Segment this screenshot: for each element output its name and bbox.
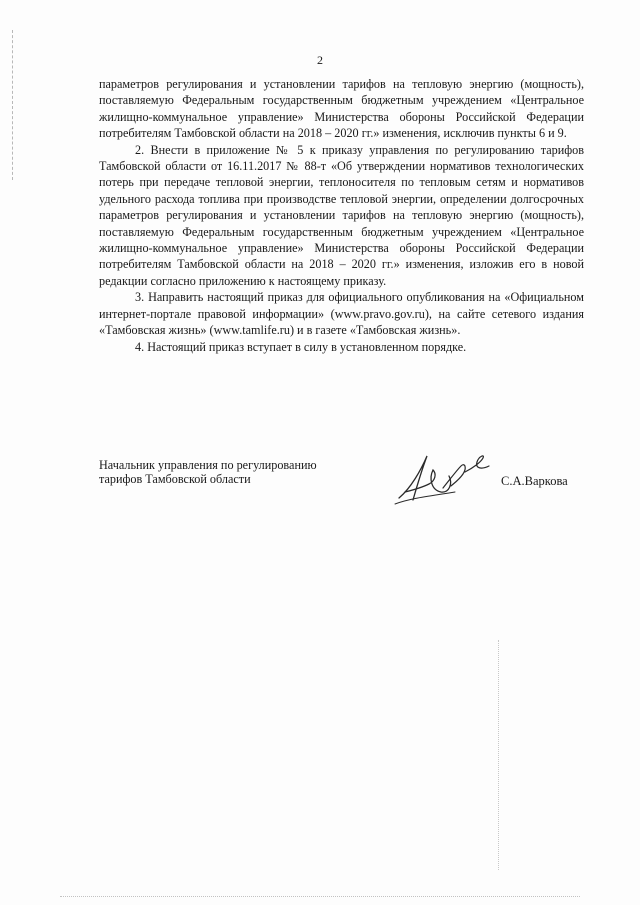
signer-position-line-1: Начальник управления по регулированию [99,458,317,472]
signer-position [99,458,379,486]
page-number: 2 [317,53,323,67]
paragraph-item-3: 3. Направить настоящий приказ для официального опубликования на «Официальном интернет-портале правовой информации» (www.pravo.gov.ru), на сайте сетевого издания «Тамбовская жизнь» (www.tamlife.ru) и в газете «Тамбовская жизнь». [99,290,584,338]
document-body [99,76,584,355]
handwritten-signature [391,448,501,508]
paragraph-item-4: 4. Настоящий приказ вступает в силу в установленном порядке. [135,339,467,354]
paragraph-continuation: параметров регулирования и установлении тарифов на тепловую энергию (мощность), поставляемую Федеральным государственным бюджетным учреждением «Центральное жилищно-коммунальное управление» Министерства обороны Российской Федерации потребителям Тамбовской области на 2018 – 2020 гг.» изменения, исключив пункты 6 и 9. [99,77,584,141]
signer-position-line-2: тарифов Тамбовской области [99,472,251,486]
scan-edge-right [498,640,500,870]
signature-block [99,458,589,518]
paragraph-item-2: 2. Внести в приложение № 5 к приказу управления по регулированию тарифов Тамбовской области от 16.11.2017 № 88-т «Об утверждении нормативов технологических потерь при передаче тепловой энергии, теплоносителя по тепловым сетям и нормативов удельного расхода топлива при производстве тепловой энергии, определении долгосрочных параметров регулирования и установлении тарифов на тепловую энергию (мощность), поставляемую Федеральным государственным бюджетным учреждением «Центральное жилищно-коммунальное управление» Министерства обороны Российской Федерации потребителям Тамбовской области на 2018 – 2020 гг.» изменения, изложив его в новой редакции согласно приложению к настоящему приказу. [99,142,584,288]
scan-edge-bottom [60,896,580,898]
signer-name: С.А.Варкова [501,474,568,488]
